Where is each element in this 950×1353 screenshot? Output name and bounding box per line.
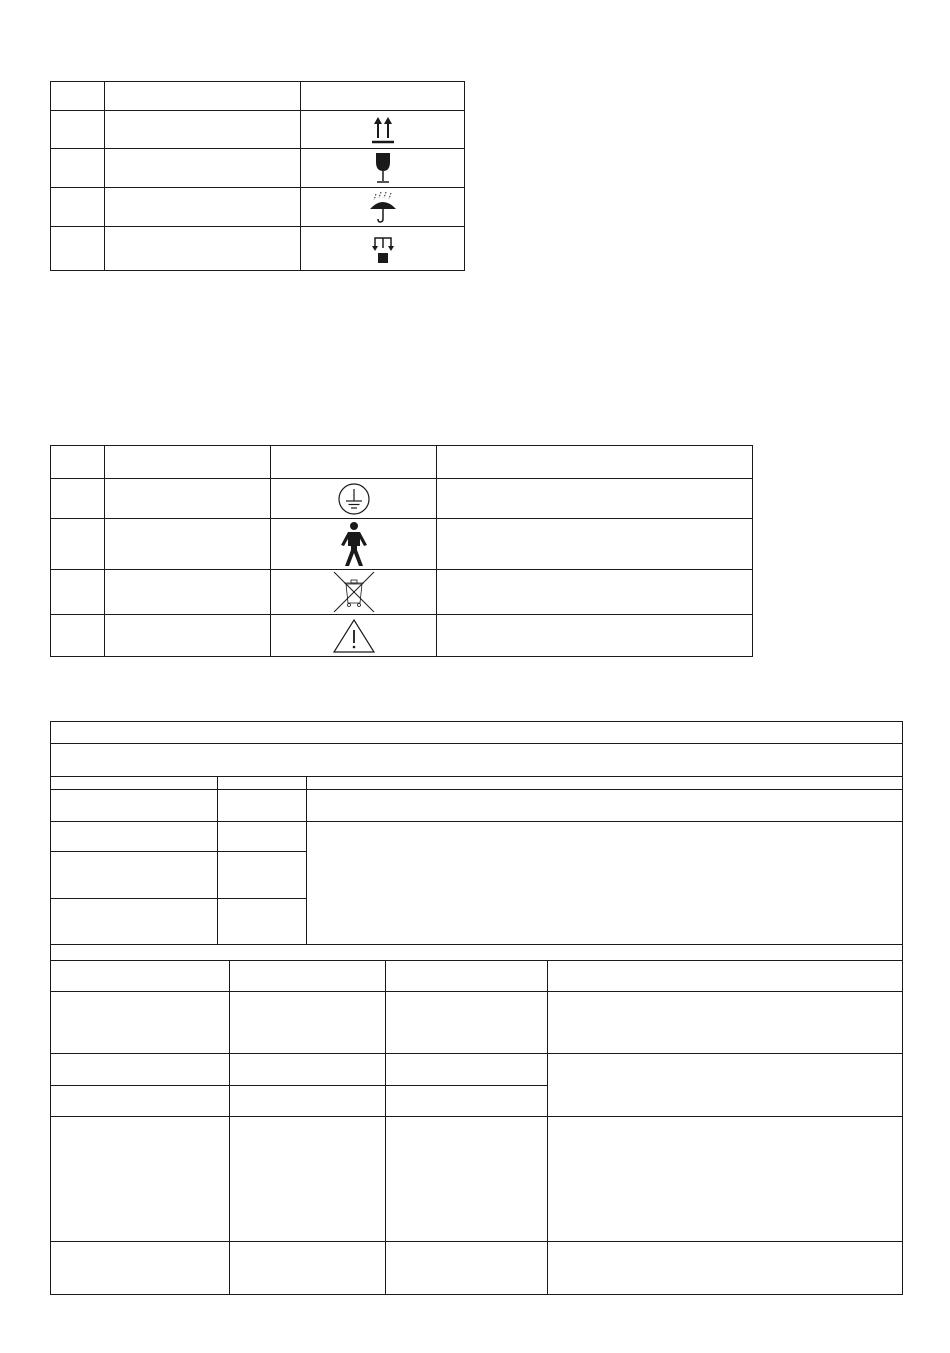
warning-triangle-icon — [332, 618, 376, 654]
table-row — [51, 822, 903, 852]
table-cell — [548, 1117, 903, 1242]
table-cell — [548, 1242, 903, 1295]
table-row — [51, 790, 903, 822]
table-cell — [51, 1242, 230, 1295]
row-number — [51, 519, 105, 570]
table-cell — [386, 1086, 548, 1117]
table-row — [51, 227, 465, 271]
device-symbols-table — [50, 445, 753, 657]
table-cell — [51, 1117, 230, 1242]
table-cell — [51, 790, 218, 822]
table-cell — [51, 1054, 230, 1086]
header-cell — [218, 777, 307, 790]
table-row — [51, 111, 465, 149]
emc-guidance-table — [50, 721, 903, 1295]
table-cell — [51, 1086, 230, 1117]
table-section-row — [51, 945, 903, 961]
table-cell — [307, 790, 903, 822]
row-label — [105, 570, 271, 615]
header-cell — [51, 777, 218, 790]
table-cell — [307, 822, 903, 945]
fragile-icon — [373, 152, 393, 184]
table-title — [51, 722, 903, 744]
table-cell — [218, 790, 307, 822]
row-description — [437, 615, 753, 657]
section-title — [51, 945, 903, 961]
type-b-applied-part-icon — [339, 521, 369, 567]
table-cell — [51, 852, 218, 899]
table-subtitle — [51, 744, 903, 777]
row-number — [51, 570, 105, 615]
header-cell — [386, 961, 548, 992]
row-number — [51, 149, 105, 188]
table-header-row — [51, 446, 753, 479]
row-label — [105, 111, 301, 149]
header-cell — [51, 446, 105, 479]
row-number — [51, 615, 105, 657]
table-title-row — [51, 722, 903, 744]
row-label — [105, 479, 271, 519]
table-row — [51, 188, 465, 227]
row-description — [437, 570, 753, 615]
table-row — [51, 479, 753, 519]
table-row — [51, 1117, 903, 1242]
row-label — [105, 519, 271, 570]
header-cell — [437, 446, 753, 479]
table-cell — [230, 1086, 386, 1117]
table-header-row — [51, 961, 903, 992]
row-number — [51, 227, 105, 271]
row-number — [51, 479, 105, 519]
header-cell — [307, 777, 903, 790]
header-cell — [548, 961, 903, 992]
table-cell — [218, 899, 307, 945]
table-row — [51, 615, 753, 657]
table-cell — [230, 992, 386, 1054]
table-row — [51, 519, 753, 570]
table-cell — [230, 1117, 386, 1242]
row-label — [105, 227, 301, 271]
row-number — [51, 188, 105, 227]
table-cell — [386, 1117, 548, 1242]
table-cell — [218, 852, 307, 899]
row-label — [105, 149, 301, 188]
header-cell — [51, 82, 105, 111]
table-row — [51, 1054, 903, 1086]
table-cell — [386, 992, 548, 1054]
packaging-symbols-table — [50, 81, 465, 271]
row-label — [105, 615, 271, 657]
row-description — [437, 519, 753, 570]
header-cell — [105, 82, 301, 111]
table-cell — [51, 822, 218, 852]
table-cell — [548, 1054, 903, 1117]
header-cell — [51, 961, 230, 992]
row-number — [51, 111, 105, 149]
table-cell — [51, 992, 230, 1054]
keep-dry-icon — [368, 191, 398, 223]
weee-crossed-bin-icon — [332, 571, 376, 613]
header-cell — [301, 82, 465, 111]
table-row — [51, 149, 465, 188]
table-cell — [386, 1054, 548, 1086]
table-cell — [548, 992, 903, 1054]
table-cell — [230, 1054, 386, 1086]
row-description — [437, 479, 753, 519]
table-cell — [230, 1242, 386, 1295]
table-row — [51, 1242, 903, 1295]
row-label — [105, 188, 301, 227]
table-header-row — [51, 777, 903, 790]
this-way-up-icon — [371, 116, 395, 144]
table-row — [51, 570, 753, 615]
stacking-limit-icon — [370, 234, 396, 264]
table-header-row — [51, 82, 465, 111]
table-cell — [386, 1242, 548, 1295]
table-subtitle-row — [51, 744, 903, 777]
table-cell — [218, 822, 307, 852]
table-cell — [51, 899, 218, 945]
header-cell — [271, 446, 437, 479]
header-cell — [105, 446, 271, 479]
protective-earth-icon — [337, 482, 371, 516]
table-row — [51, 992, 903, 1054]
header-cell — [230, 961, 386, 992]
